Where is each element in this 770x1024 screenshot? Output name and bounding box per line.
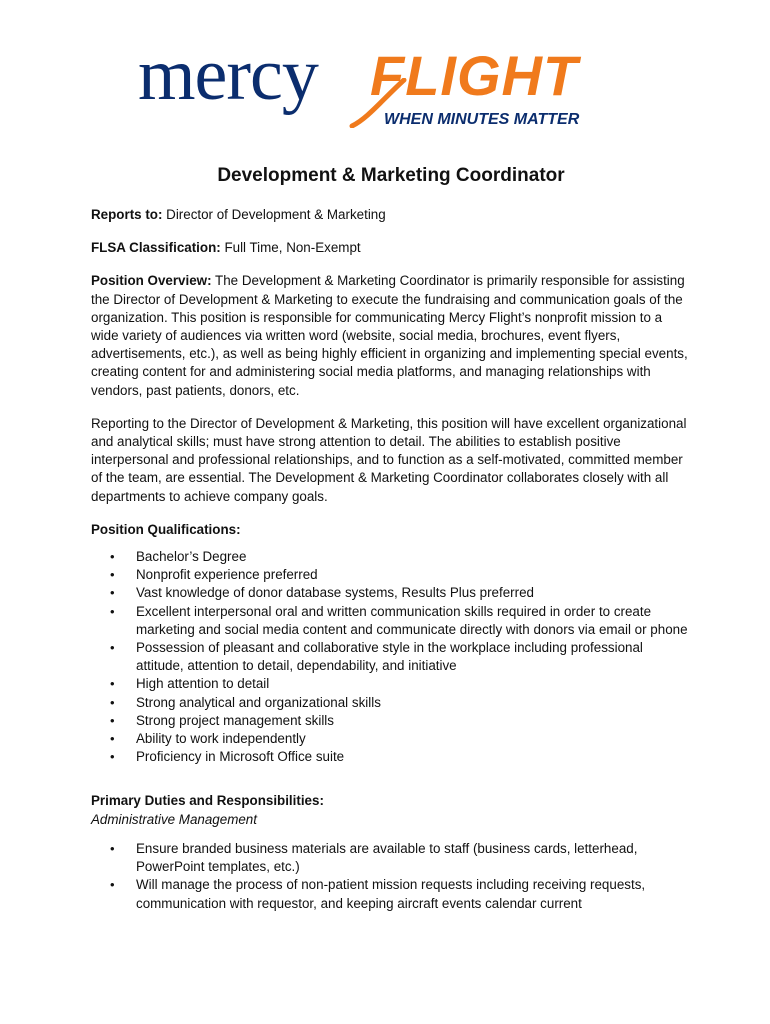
list-item [91, 876, 691, 912]
bullet-icon: • [110, 585, 115, 601]
list-item [91, 730, 691, 748]
flsa-line [91, 239, 691, 257]
duties-list [91, 840, 691, 913]
bullet-icon: • [110, 603, 115, 619]
logo-tagline: WHEN MINUTES MATTER [384, 111, 580, 128]
list-item-text: Ensure branded business materials are available to staff (business cards, letterhead, PowerPoint templates, etc.) [136, 840, 638, 875]
logo-mercy-text: mercy [138, 34, 318, 116]
list-item [91, 584, 691, 602]
list-item [91, 639, 691, 675]
qualifications-heading: Position Qualifications: [91, 521, 241, 537]
list-item-text: Ability to work independently [136, 731, 306, 747]
list-item [91, 840, 691, 876]
document-title: Development & Marketing Coordinator [217, 165, 565, 186]
list-item-text: Strong analytical and organizational skills [136, 694, 381, 710]
list-item [91, 675, 691, 693]
duties-heading: Primary Duties and Responsibilities: [91, 793, 324, 809]
bullet-icon: • [110, 712, 115, 728]
bullet-icon: • [110, 749, 115, 765]
flsa-value: Full Time, Non-Exempt [220, 240, 361, 256]
list-item [91, 748, 691, 766]
qualifications-list [91, 548, 691, 766]
logo-flight-text: FLIGHT [370, 44, 579, 107]
overview-text: The Development & Marketing Coordinator is primarily responsible for assisting the Director of Development & Marketing to execute the fundraising and communication goals of the organization. This position is responsible for communicating Mercy Flight’s nonprofit mission to a wide variety of audiences via written word (website, social media, brochures, event flyers, advertisements, etc.), as well as being highly efficient in organizing and implementing special events, creating content for and administering social media platforms, and managing relationships with vendors, past patients, donors, etc. [91, 273, 688, 398]
list-item [91, 694, 691, 712]
list-item-text: Strong project management skills [136, 712, 334, 728]
duties-subheading: Administrative Management [91, 811, 257, 827]
reporting-paragraph: Reporting to the Director of Development & Marketing, this position will have excellent organizational and analytical skills; must have strong attention to detail. The abilities to establish positive interpersonal and professional relationships, and to function as a self-motivated, committed member of the team, are essential. The Development & Marketing Coordinator collaborates closely with all departments to achieve company goals. [91, 415, 687, 504]
reports-to-label: Reports to: [91, 207, 163, 222]
bullet-icon: • [110, 640, 115, 656]
list-item [91, 712, 691, 730]
position-overview [91, 272, 691, 399]
list-item-text: Excellent interpersonal oral and written communication skills required in order to create marketing and social media content and communicate directly with donors via email or phone [136, 603, 688, 637]
list-item-text: Nonprofit experience preferred [136, 567, 318, 583]
bullet-icon: • [110, 567, 115, 583]
bullet-icon: • [110, 731, 115, 747]
list-item-text: Bachelor’s Degree [136, 549, 247, 565]
list-item [91, 548, 691, 566]
bullet-icon: • [110, 694, 115, 710]
list-item [91, 603, 691, 639]
list-item-text: Possession of pleasant and collaborative style in the workplace including professional attitude, attention to detail, dependability, and initiative [136, 640, 643, 674]
bullet-icon: • [110, 840, 115, 856]
list-item [91, 566, 691, 584]
list-item-text: Will manage the process of non-patient mission requests including receiving requests, communication with requestor, and keeping aircraft events calendar current [136, 877, 646, 911]
list-item-text: Vast knowledge of donor database systems, Results Plus preferred [136, 585, 534, 601]
document-body [91, 164, 691, 931]
reports-to-line [91, 206, 691, 224]
bullet-icon: • [110, 676, 115, 692]
list-item-text: Proficiency in Microsoft Office suite [136, 749, 345, 765]
overview-label: Position Overview: [91, 273, 212, 289]
flsa-label: FLSA Classification: [91, 240, 221, 256]
mercy-flight-logo [138, 34, 638, 138]
bullet-icon: • [110, 549, 115, 565]
bullet-icon: • [110, 877, 115, 893]
reports-to-value: Director of Development & Marketing [162, 207, 386, 222]
list-item-text: High attention to detail [136, 676, 270, 692]
